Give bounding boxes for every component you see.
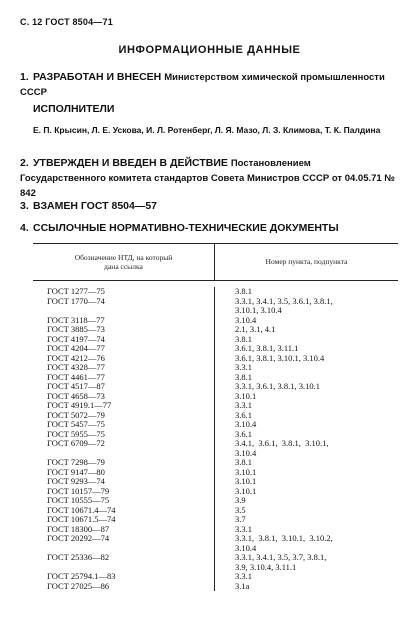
doc-designation-cell: ГОСТ 6709—72 (33, 439, 215, 458)
clause-reference-cell: 3.10.4 (235, 419, 257, 429)
clause-reference-cell: 3.10.1 (235, 476, 257, 486)
doc-designation-cell: ГОСТ 5955—75 (33, 430, 215, 440)
table-body (33, 287, 398, 591)
doc-designation-cell: ГОСТ 4919.1—77 (33, 401, 215, 411)
section-1-number: 1. (20, 71, 29, 83)
clause-reference-cell: 3.1а (235, 580, 250, 591)
doc-designation-cell: ГОСТ 3885—73 (33, 325, 215, 335)
doc-designation-cell: ГОСТ 27025—86 (33, 582, 215, 592)
header-doc-line-2: дана ссылка (104, 262, 143, 271)
doc-designation-cell: ГОСТ 4204—77 (33, 344, 215, 354)
doc-designation-cell: ГОСТ 4658—73 (33, 392, 215, 402)
section-4 (20, 221, 398, 235)
page-title: ИНФОРМАЦИОННЫЕ ДАННЫЕ (118, 44, 301, 56)
section-4-lead: ССЫЛОЧНЫЕ НОРМАТИВНО-ТЕХНИЧЕСКИЕ ДОКУМЕНТЫ (33, 222, 339, 234)
executors-names: Е. П. Крысин, Л. Е. Ускова, И. Л. Ротенберг, Л. Я. Мазо, Л. З. Климова, Т. К. Палдина (33, 125, 381, 135)
doc-designation-cell: ГОСТ 18300—87 (33, 525, 215, 535)
clause-reference-cell: 3.6.1, 3.8.1, 3.10.1, 3.10.4 (235, 352, 325, 363)
doc-designation-cell: ГОСТ 9293—74 (33, 477, 215, 487)
clause-reference-cell: 3.3.1, 3.8.1, 3.10.1, 3.10.2, 3.10.4 (235, 533, 333, 553)
doc-designation-cell: ГОСТ 4517—87 (33, 382, 215, 392)
header-doc-line-1: Обозначение НТД, на который (74, 253, 173, 262)
section-3-number: 3. (20, 200, 29, 212)
table-header-rule (33, 280, 398, 281)
doc-designation-cell: ГОСТ 4197—74 (33, 335, 215, 345)
references-table (33, 243, 398, 591)
doc-designation-cell: ГОСТ 1770—74 (33, 297, 215, 316)
header-ref-column: Номер пункта, подпункта (265, 257, 348, 266)
clause-reference-cell: 3.3.1 (235, 571, 252, 581)
section-1-lead: РАЗРАБОТАН И ВНЕСЕН (33, 71, 162, 83)
section-3 (20, 199, 398, 213)
clause-reference-cell: 3.9 (235, 495, 246, 505)
header-doc-column (33, 244, 215, 280)
section-2-body: Постановлением Государственного комитета стандартов Совета Министров СССР от 04.05.71 № 842 (20, 158, 395, 199)
doc-designation-cell: ГОСТ 10157—79 (33, 487, 215, 497)
clause-reference-cell: 3.3.1, 3.6.1, 3.8.1, 3.10.1 (235, 381, 320, 391)
clause-reference-cell: 3.4.1, 3.6.1, 3.8.1, 3.10.1, 3.10.4 (235, 438, 329, 458)
doc-designation-cell: ГОСТ 5072—79 (33, 411, 215, 421)
clause-reference-cell: 3.3.1 (235, 523, 252, 534)
section-2 (20, 156, 398, 201)
running-head: С. 12 ГОСТ 8504—71 (20, 17, 113, 27)
section-2-number: 2. (20, 157, 29, 169)
clause-reference-cell: 3.10.1 (235, 485, 257, 496)
clause-reference-cell: 3.10.1 (235, 466, 257, 477)
doc-designation-cell: ГОСТ 5457—75 (33, 420, 215, 430)
doc-designation-cell: ГОСТ 10671.5—74 (33, 515, 215, 525)
section-1 (20, 70, 398, 100)
clause-reference-cell: 3.6.1 (235, 428, 252, 439)
clause-reference-cell: 3.8.1 (235, 371, 252, 382)
table-row (33, 439, 398, 458)
clause-reference-cell: 3.6.1 (235, 409, 252, 420)
executors-title: ИСПОЛНИТЕЛИ (33, 103, 115, 115)
clause-reference-cell: 3.8.1 (235, 286, 252, 296)
doc-designation-cell: ГОСТ 10671.4—74 (33, 506, 215, 516)
section-4-number: 4. (20, 222, 29, 234)
clause-reference-cell: 3.3.1 (235, 400, 252, 410)
table-header (33, 244, 398, 280)
clause-reference-cell: 3.8.1 (235, 457, 252, 467)
doc-designation-cell: ГОСТ 4328—77 (33, 363, 215, 373)
doc-designation-cell: ГОСТ 9147—80 (33, 468, 215, 478)
doc-designation-cell: ГОСТ 10555—75 (33, 496, 215, 506)
section-2-lead: УТВЕРЖДЕН И ВВЕДЕН В ДЕЙСТВИЕ (33, 157, 228, 169)
doc-designation-cell: ГОСТ 7298—79 (33, 458, 215, 468)
table-row (33, 534, 398, 553)
clause-reference-cell: 3.7 (235, 514, 246, 524)
table-row (33, 297, 398, 316)
clause-reference-cell: 3.10.4 (235, 314, 257, 325)
table-row (33, 553, 398, 572)
section-3-lead: ВЗАМЕН ГОСТ 8504—57 (33, 200, 158, 212)
doc-designation-cell: ГОСТ 4461—77 (33, 373, 215, 383)
doc-designation-cell: ГОСТ 3118—77 (33, 316, 215, 326)
clause-reference-cell: 2.1, 3.1, 4.1 (235, 324, 276, 334)
clause-reference-cell: 3.3.1 (235, 362, 252, 372)
clause-reference-cell: 3.10.1 (235, 390, 257, 401)
table-row (33, 582, 398, 592)
doc-designation-cell: ГОСТ 4212—76 (33, 354, 215, 364)
section-1-body: Министерством химической промышленности СССР (20, 72, 385, 98)
doc-designation-cell: ГОСТ 1277—75 (33, 287, 215, 297)
clause-reference-cell: 3.3.1, 3.4.1, 3.5, 3.7, 3.8.1, 3.9, 3.10.4, 3.11.1 (235, 552, 327, 572)
clause-reference-cell: 3.8.1 (235, 333, 252, 344)
doc-designation-cell: ГОСТ 25336—82 (33, 553, 215, 572)
clause-reference-cell: 3.6.1, 3.8.1, 3.11.1 (235, 343, 299, 353)
clause-reference-cell: 3.3.1, 3.4.1, 3.5, 3.6.1, 3.8.1, 3.10.1, 3.10.4 (235, 295, 333, 315)
clause-reference-cell: 3.5 (235, 504, 246, 515)
executors-block (33, 103, 398, 137)
doc-designation-cell: ГОСТ 20292—74 (33, 534, 215, 553)
doc-designation-cell: ГОСТ 25794.1—83 (33, 572, 215, 582)
